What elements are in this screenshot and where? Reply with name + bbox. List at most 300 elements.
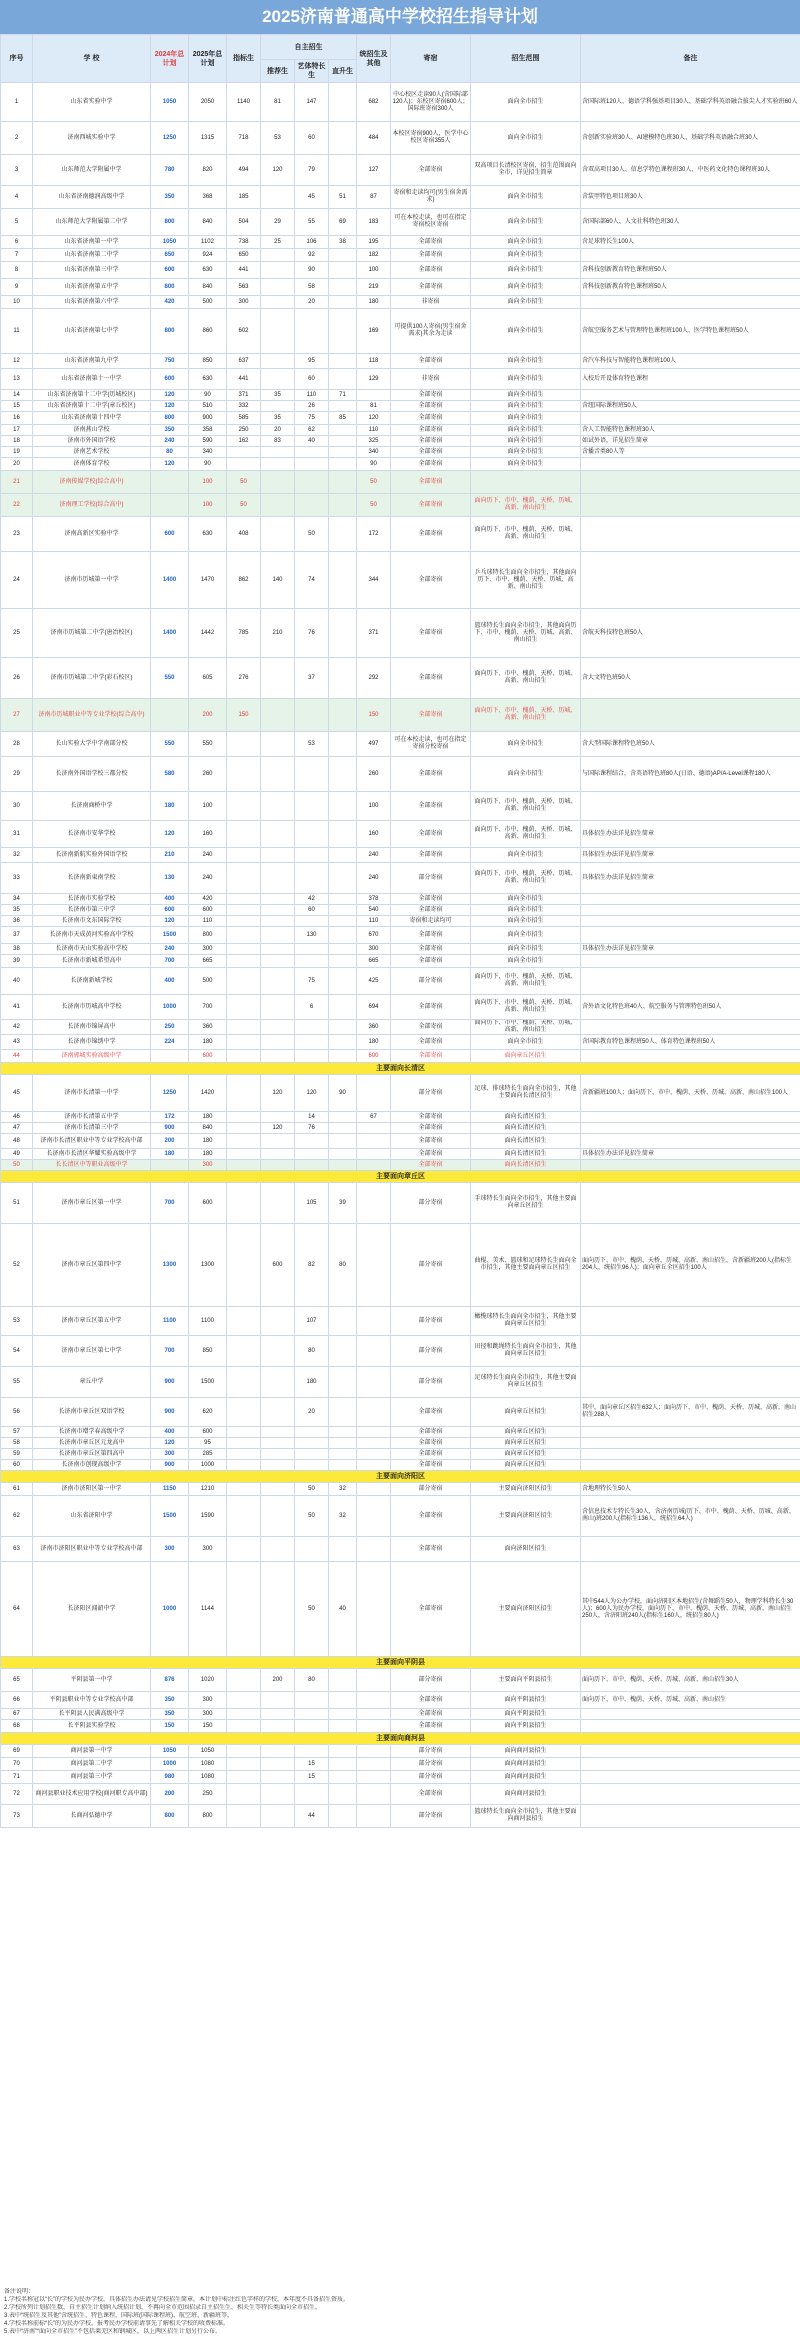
art-sport-count	[295, 471, 329, 494]
row-number: 73	[1, 1805, 33, 1828]
unified-count: 694	[357, 995, 391, 1020]
plan-2025: 240	[189, 848, 227, 863]
unified-count: 378	[357, 894, 391, 905]
table-row	[1, 369, 800, 390]
scope-info: 双高项目长清校区寄宿，招生范围面向全市，详见招生简章	[471, 155, 581, 186]
quota-count: 162	[227, 436, 261, 447]
row-number: 23	[1, 517, 33, 552]
row-number: 72	[1, 1784, 33, 1805]
boarding-info: 全部寄宿	[391, 792, 471, 821]
plan-2025: 100	[189, 471, 227, 494]
scope-info: 面向全市招生	[471, 425, 581, 436]
quota-count	[227, 1709, 261, 1720]
plan-2024: 1500	[151, 1496, 189, 1537]
scope-info: 面向全市招生	[471, 955, 581, 968]
table-row	[1, 425, 800, 436]
boarding-info: 可提供100人寄宿(男生宿舍需求)其余为走读	[391, 309, 471, 354]
recommend-count	[261, 955, 295, 968]
plan-2024: 1500	[151, 927, 189, 944]
art-sport-count	[295, 1427, 329, 1438]
unified-count: 90	[357, 458, 391, 471]
school-name: 济南高新区实验中学	[33, 517, 151, 552]
plan-2025: 665	[189, 955, 227, 968]
quota-count	[227, 1112, 261, 1123]
unified-count	[357, 1805, 391, 1828]
row-number: 69	[1, 1745, 33, 1758]
unified-count: 100	[357, 792, 391, 821]
unified-count: 497	[357, 732, 391, 757]
remarks-info	[581, 1367, 800, 1398]
row-number: 22	[1, 494, 33, 517]
remarks-info: 具体招生办法详见招生简章	[581, 944, 800, 955]
boarding-info: 非寄宿	[391, 369, 471, 390]
plan-2025: 1102	[189, 236, 227, 249]
table-row	[1, 401, 800, 412]
table-row	[1, 236, 800, 249]
quota-count	[227, 894, 261, 905]
row-number: 32	[1, 848, 33, 863]
plan-2025: 550	[189, 732, 227, 757]
direct-count	[329, 1050, 357, 1063]
school-name: 山东省济南第十二中学(历城校区)	[33, 390, 151, 401]
plan-2025: 95	[189, 1438, 227, 1449]
plan-2024: 80	[151, 447, 189, 458]
direct-count	[329, 905, 357, 916]
scope-info: 面向全市招生	[471, 309, 581, 354]
art-sport-count	[295, 1149, 329, 1160]
boarding-info: 寄宿和走读均可	[391, 916, 471, 927]
table-row	[1, 1367, 800, 1398]
col-direct: 直升生	[329, 60, 357, 83]
art-sport-count: 45	[295, 186, 329, 209]
scope-info: 面向全市招生	[471, 757, 581, 792]
plan-2025: 600	[189, 1183, 227, 1224]
scope-info: 面向历下、市中、槐荫、天桥、历城、高新、南山招生	[471, 995, 581, 1020]
boarding-info: 部分寄宿	[391, 1771, 471, 1784]
art-sport-count	[295, 1745, 329, 1758]
recommend-count	[261, 354, 295, 369]
school-name: 济南市历城第二中学(唐冶校区)	[33, 609, 151, 658]
scope-info: 面向全市招生	[471, 83, 581, 122]
table-row	[1, 209, 800, 236]
unified-count	[357, 1745, 391, 1758]
enrollment-table	[0, 34, 800, 1828]
direct-count	[329, 494, 357, 517]
direct-count	[329, 1367, 357, 1398]
row-number: 45	[1, 1075, 33, 1112]
table-row	[1, 1035, 800, 1050]
direct-count	[329, 1745, 357, 1758]
section-header	[1, 1657, 800, 1669]
plan-2024: 876	[151, 1669, 189, 1692]
remarks-info: 具体招生办法详见招生简章	[581, 863, 800, 894]
school-name: 长济南市安华学校	[33, 821, 151, 848]
boarding-info: 可在本校走读，也可在指定寄宿分校寄宿	[391, 732, 471, 757]
scope-info: 面向全市招生	[471, 249, 581, 262]
unified-count	[357, 1123, 391, 1134]
plan-2025: 840	[189, 279, 227, 296]
scope-info: 面向商河县招生	[471, 1745, 581, 1758]
school-name: 长平阴县实验学校	[33, 1720, 151, 1733]
quota-count	[227, 1183, 261, 1224]
direct-count: 90	[329, 1075, 357, 1112]
recommend-count	[261, 262, 295, 279]
plan-2024: 210	[151, 848, 189, 863]
recommend-count	[261, 401, 295, 412]
footnote-line: 5.表中“济南”“面向全市招生”不包括莱芜区和钢城区，以上两区招生计划另行公布。	[4, 2329, 221, 2335]
row-number: 27	[1, 699, 33, 732]
art-sport-count	[295, 458, 329, 471]
direct-count	[329, 309, 357, 354]
recommend-count	[261, 1160, 295, 1171]
school-name: 济南传媒学校(综合高中)	[33, 471, 151, 494]
quota-count: 300	[227, 296, 261, 309]
school-name: 平阴县职业中等专业学校高中部	[33, 1692, 151, 1709]
unified-count: 240	[357, 848, 391, 863]
scope-info: 面向全市招生	[471, 412, 581, 425]
col-scope: 招生范围	[471, 35, 581, 83]
table-row	[1, 1709, 800, 1720]
plan-2025: 100	[189, 494, 227, 517]
plan-2025: 285	[189, 1449, 227, 1460]
table-row	[1, 905, 800, 916]
remarks-info	[581, 471, 800, 494]
table-row	[1, 279, 800, 296]
scope-info: 面向长清区招生	[471, 1112, 581, 1123]
plan-2025: 180	[189, 1134, 227, 1149]
scope-info: 篮球特长生面向全市招生，其他面向历下、市中、槐荫、天桥、历城、高新、南山招生	[471, 609, 581, 658]
table-row	[1, 1336, 800, 1367]
recommend-count: 120	[261, 1123, 295, 1134]
direct-count: 40	[329, 1562, 357, 1657]
art-sport-count	[295, 1720, 329, 1733]
remarks-info: 含航天科技特色班50人	[581, 609, 800, 658]
plan-2024: 350	[151, 1692, 189, 1709]
unified-count: 129	[357, 369, 391, 390]
recommend-count	[261, 792, 295, 821]
table-row	[1, 1537, 800, 1562]
quota-count	[227, 1075, 261, 1112]
col-remarks: 备注	[581, 35, 800, 83]
row-number: 51	[1, 1183, 33, 1224]
quota-count	[227, 1496, 261, 1537]
plan-2024: 350	[151, 1709, 189, 1720]
quota-count	[227, 955, 261, 968]
footnote-line: 备注说明：	[4, 2289, 35, 2295]
quota-count	[227, 944, 261, 955]
recommend-count: 20	[261, 425, 295, 436]
unified-count: 100	[357, 262, 391, 279]
plan-2024: 1000	[151, 1758, 189, 1771]
unified-count	[357, 1336, 391, 1367]
plan-2025: 850	[189, 1336, 227, 1367]
plan-2024: 1400	[151, 609, 189, 658]
plan-2025: 630	[189, 517, 227, 552]
art-sport-count: 40	[295, 436, 329, 447]
boarding-info: 全部寄宿	[391, 436, 471, 447]
scope-info: 面向平阴县招生	[471, 1720, 581, 1733]
school-name: 长济南市锦绣中学	[33, 1035, 151, 1050]
quota-count	[227, 732, 261, 757]
plan-2025: 850	[189, 354, 227, 369]
recommend-count	[261, 1307, 295, 1336]
remarks-info	[581, 1784, 800, 1805]
direct-count: 69	[329, 209, 357, 236]
recommend-count	[261, 1020, 295, 1035]
plan-2025: 420	[189, 894, 227, 905]
quota-count	[227, 1149, 261, 1160]
school-name: 长济南新城学校	[33, 968, 151, 995]
row-number: 5	[1, 209, 33, 236]
unified-count	[357, 1307, 391, 1336]
quota-count	[227, 458, 261, 471]
plan-2025: 300	[189, 1160, 227, 1171]
school-name: 长济南市章丘区双语学校	[33, 1398, 151, 1427]
direct-count	[329, 517, 357, 552]
table-row	[1, 552, 800, 609]
art-sport-count: 50	[295, 1483, 329, 1496]
plan-2025: 1315	[189, 122, 227, 155]
unified-count: 172	[357, 517, 391, 552]
table-row	[1, 995, 800, 1020]
direct-count	[329, 296, 357, 309]
recommend-count	[261, 848, 295, 863]
quota-count: 185	[227, 186, 261, 209]
col-plan-2024: 2024年总计划	[151, 35, 189, 83]
boarding-info: 全部寄宿	[391, 279, 471, 296]
remarks-info	[581, 894, 800, 905]
row-number: 24	[1, 552, 33, 609]
table-row	[1, 309, 800, 354]
boarding-info: 全部寄宿	[391, 401, 471, 412]
unified-count: 180	[357, 296, 391, 309]
row-number: 43	[1, 1035, 33, 1050]
table-row	[1, 1805, 800, 1828]
school-name: 济南市外国语学校	[33, 436, 151, 447]
plan-2024: 250	[151, 1020, 189, 1035]
plan-2025: 900	[189, 412, 227, 425]
table-row	[1, 1123, 800, 1134]
row-number: 14	[1, 390, 33, 401]
direct-count	[329, 425, 357, 436]
table-row	[1, 1149, 800, 1160]
scope-info: 主要面向济阳区招生	[471, 1496, 581, 1537]
boarding-info: 全部寄宿	[391, 262, 471, 279]
direct-count: 51	[329, 186, 357, 209]
direct-count: 32	[329, 1496, 357, 1537]
recommend-count	[261, 309, 295, 354]
remarks-info	[581, 927, 800, 944]
boarding-info: 全部寄宿	[391, 249, 471, 262]
table-row	[1, 1449, 800, 1460]
unified-count: 260	[357, 757, 391, 792]
quota-count: 585	[227, 412, 261, 425]
unified-count: 360	[357, 1020, 391, 1035]
table-row	[1, 1183, 800, 1224]
remarks-info: 面向历下、市中、槐荫、天桥、历城、高新、南山招生30人	[581, 1669, 800, 1692]
recommend-count	[261, 1720, 295, 1733]
plan-2025: 600	[189, 1050, 227, 1063]
row-number: 34	[1, 894, 33, 905]
recommend-count	[261, 1496, 295, 1537]
scope-info: 篮球特长生面向全市招生，其他主要面向商河县招生	[471, 1805, 581, 1828]
direct-count	[329, 1720, 357, 1733]
plan-2025: 500	[189, 296, 227, 309]
scope-info: 主要面向济阳区招生	[471, 1483, 581, 1496]
school-name: 长济南市增学春高级中学	[33, 1427, 151, 1438]
plan-2025: 800	[189, 1805, 227, 1828]
quota-count: 494	[227, 155, 261, 186]
direct-count	[329, 658, 357, 699]
recommend-count	[261, 1050, 295, 1063]
quota-count: 150	[227, 699, 261, 732]
plan-2024: 120	[151, 458, 189, 471]
unified-count: 600	[357, 1050, 391, 1063]
recommend-count	[261, 1427, 295, 1438]
plan-2024: 240	[151, 436, 189, 447]
quota-count: 602	[227, 309, 261, 354]
plan-2025: 1300	[189, 1224, 227, 1307]
school-name: 山东省济南第一中学	[33, 236, 151, 249]
plan-2024: 600	[151, 905, 189, 916]
unified-count: 682	[357, 83, 391, 122]
unified-count	[357, 1784, 391, 1805]
section-header	[1, 1063, 800, 1075]
boarding-info: 全部寄宿	[391, 955, 471, 968]
unified-count: 67	[357, 1112, 391, 1123]
unified-count: 371	[357, 609, 391, 658]
quota-count: 1140	[227, 83, 261, 122]
art-sport-count	[295, 1537, 329, 1562]
school-name: 济南市济阳区第一中学	[33, 1483, 151, 1496]
unified-count	[357, 1075, 391, 1112]
plan-2025: 110	[189, 916, 227, 927]
scope-info: 面向长清区招生	[471, 1160, 581, 1171]
art-sport-count: 50	[295, 1496, 329, 1537]
art-sport-count	[295, 447, 329, 458]
boarding-info: 全部寄宿	[391, 390, 471, 401]
plan-2024: 420	[151, 296, 189, 309]
boarding-info: 全部寄宿	[391, 1398, 471, 1427]
school-name: 山东省济南第十二中学(章丘校区)	[33, 401, 151, 412]
remarks-info	[581, 916, 800, 927]
row-number: 33	[1, 863, 33, 894]
direct-count	[329, 249, 357, 262]
unified-count	[357, 1367, 391, 1398]
recommend-count: 35	[261, 412, 295, 425]
recommend-count	[261, 905, 295, 916]
scope-info: 面向章丘区招生	[471, 1438, 581, 1449]
direct-count	[329, 863, 357, 894]
plan-2025: 600	[189, 905, 227, 916]
page-title: 2025济南普通高中学校招生指导计划	[0, 0, 800, 34]
unified-count	[357, 1449, 391, 1460]
scope-info: 面向商河县招生	[471, 1758, 581, 1771]
art-sport-count	[295, 955, 329, 968]
plan-2024: 1300	[151, 1224, 189, 1307]
boarding-info: 全部寄宿	[391, 1692, 471, 1709]
school-name: 长济南市章丘区第四高中	[33, 1449, 151, 1460]
boarding-info: 全部寄宿	[391, 458, 471, 471]
boarding-info: 全部寄宿	[391, 1720, 471, 1733]
table-row	[1, 1075, 800, 1112]
direct-count	[329, 122, 357, 155]
school-name: 商河县职业技术应用学校(商河职专高中部)	[33, 1784, 151, 1805]
table-row	[1, 792, 800, 821]
section-label: 主要面向长清区	[1, 1063, 800, 1075]
school-name: 济南市章丘区第四中学	[33, 1224, 151, 1307]
remarks-info	[581, 552, 800, 609]
school-name: 济南市长清第一中学	[33, 1075, 151, 1112]
art-sport-count: 80	[295, 1336, 329, 1367]
plan-2024: 700	[151, 955, 189, 968]
scope-info: 面向全市招生	[471, 447, 581, 458]
recommend-count	[261, 1398, 295, 1427]
scope-info: 面向全市招生	[471, 122, 581, 155]
quota-count: 332	[227, 401, 261, 412]
direct-count	[329, 447, 357, 458]
remarks-info: 含国际教育特色课程班50人、体育特色课程班50人	[581, 1035, 800, 1050]
unified-count: 169	[357, 309, 391, 354]
recommend-count	[261, 699, 295, 732]
quota-count: 371	[227, 390, 261, 401]
scope-info: 面向历下、市中、槐荫、天桥、历城、高新、南山招生	[471, 821, 581, 848]
table-row	[1, 354, 800, 369]
remarks-info	[581, 1123, 800, 1134]
quota-count	[227, 1745, 261, 1758]
recommend-count: 29	[261, 209, 295, 236]
unified-count: 81	[357, 401, 391, 412]
recommend-count	[261, 1134, 295, 1149]
direct-count: 71	[329, 390, 357, 401]
plan-2024: 1000	[151, 995, 189, 1020]
art-sport-count	[295, 699, 329, 732]
plan-2025: 180	[189, 1112, 227, 1123]
scope-info: 面向长清区招生	[471, 1134, 581, 1149]
plan-2024: 800	[151, 1805, 189, 1828]
direct-count	[329, 1123, 357, 1134]
boarding-info: 全部寄宿	[391, 1427, 471, 1438]
row-number: 61	[1, 1483, 33, 1496]
table-row	[1, 458, 800, 471]
art-sport-count: 44	[295, 1805, 329, 1828]
row-number: 12	[1, 354, 33, 369]
scope-info: 田径和跳绳特长生面向全市招生，其他面向章丘区招生	[471, 1336, 581, 1367]
plan-2024: 700	[151, 1183, 189, 1224]
quota-count	[227, 1427, 261, 1438]
recommend-count	[261, 995, 295, 1020]
boarding-info: 全部寄宿	[391, 1537, 471, 1562]
quota-count: 50	[227, 471, 261, 494]
recommend-count	[261, 1460, 295, 1471]
remarks-info: 其中，面向章丘区招生632人；面向历下、市中、槐荫、天桥、历城、高新、南山招生288人	[581, 1398, 800, 1427]
quota-count: 738	[227, 236, 261, 249]
section-header	[1, 1471, 800, 1483]
plan-2024: 120	[151, 821, 189, 848]
col-boarding: 寄宿	[391, 35, 471, 83]
recommend-count	[261, 494, 295, 517]
scope-info: 面向商河县招生	[471, 1771, 581, 1784]
remarks-info	[581, 249, 800, 262]
boarding-info: 全部寄宿	[391, 1160, 471, 1171]
unified-count: 670	[357, 927, 391, 944]
direct-count	[329, 1692, 357, 1709]
table-row	[1, 1562, 800, 1657]
plan-2024: 180	[151, 1149, 189, 1160]
plan-2024: 800	[151, 309, 189, 354]
remarks-info: 含信息技术专特长生30人，含济南历城(历下、市中、槐荫、天桥、历城、高新、南山)班200人(指标生136人，统招生64人)	[581, 1496, 800, 1537]
art-sport-count	[295, 1692, 329, 1709]
